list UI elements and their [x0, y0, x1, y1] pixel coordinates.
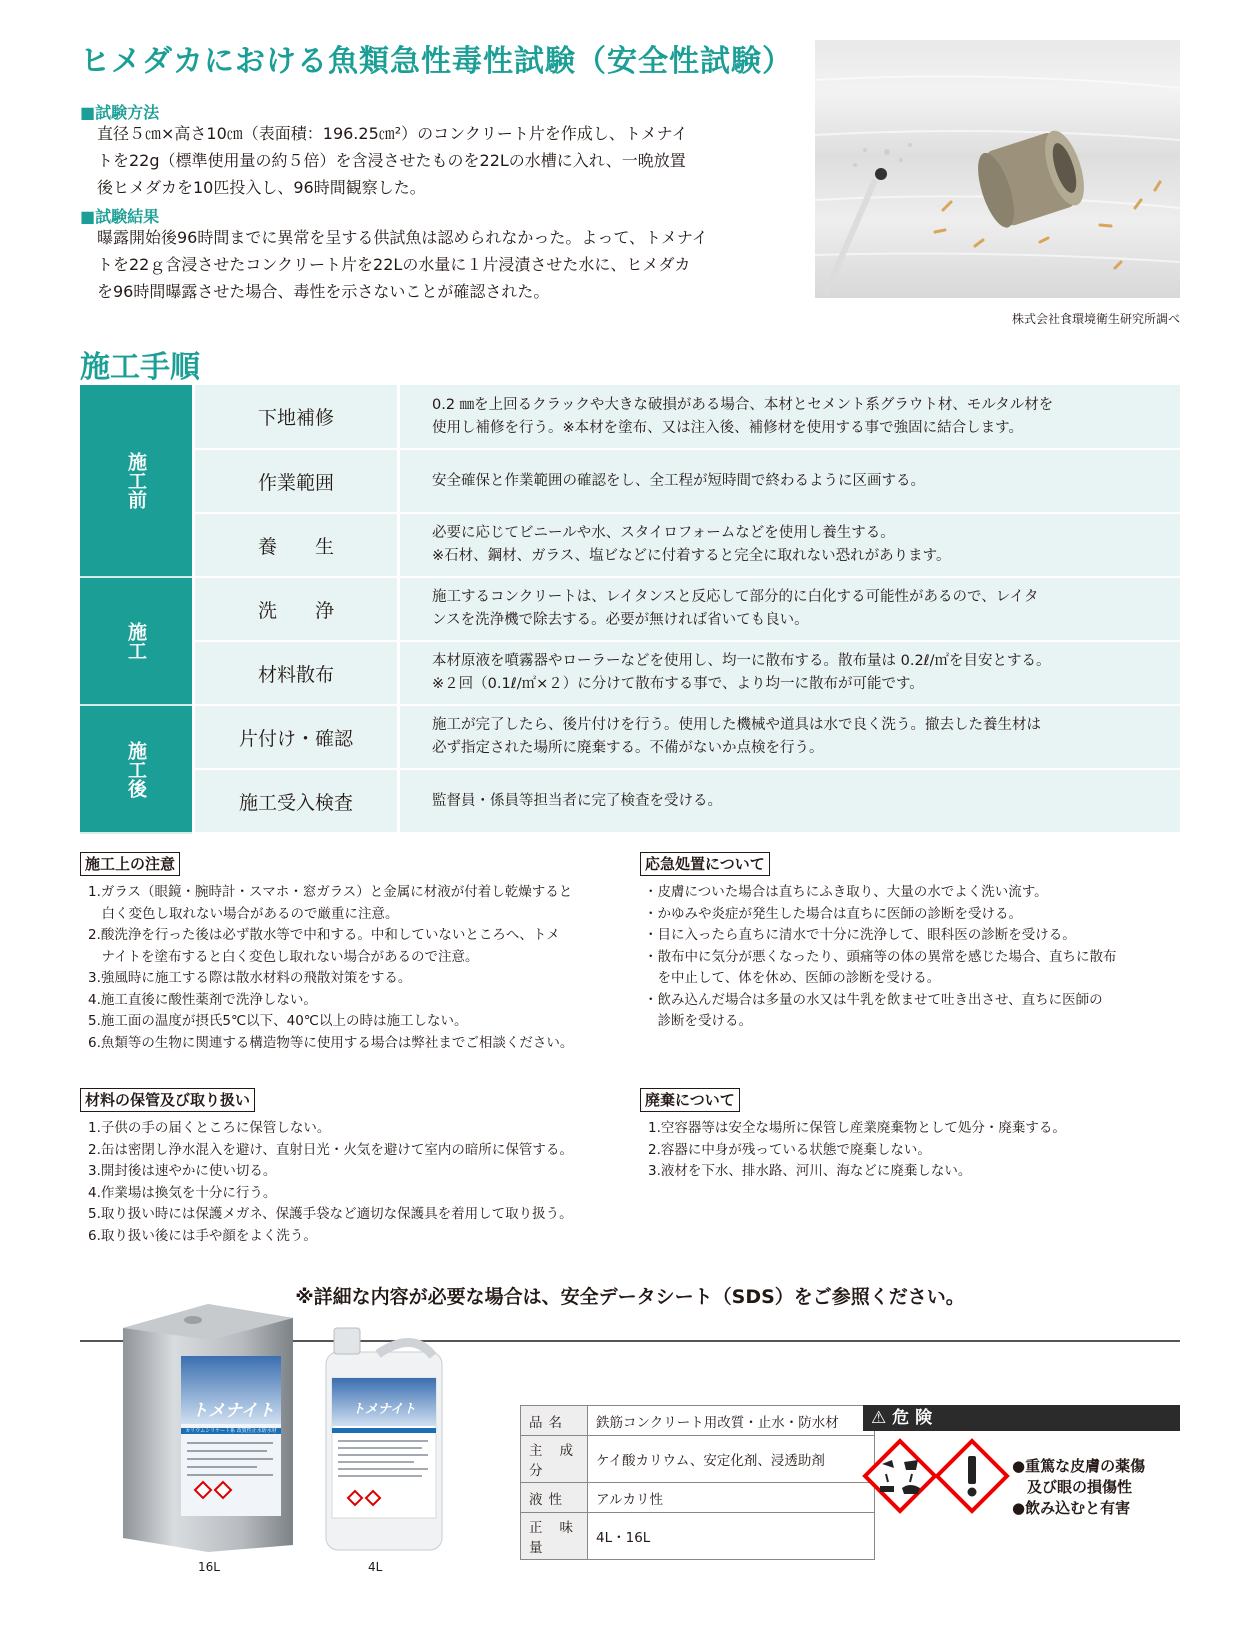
- first-aid-list: [644, 882, 1117, 1033]
- method-line: 直径５㎝×高さ10㎝（表面積：196.25㎝²）のコンクリート片を作成し、トメナイ: [97, 124, 688, 143]
- hazard-statements: [1012, 1456, 1145, 1519]
- spec-value: アルカリ性: [588, 1483, 875, 1513]
- step-desc: [399, 769, 1181, 833]
- product-can-16l: [113, 1300, 298, 1555]
- first-aid-line: ・飲み込んだ場合は多量の水又は牛乳を飲ませて吐き出させ、直ちに医師の: [644, 991, 1103, 1008]
- caution-section: [80, 852, 573, 1054]
- disposal-section: [640, 1088, 1066, 1183]
- spec-value: 鉄筋コンクリート用改質・止水・防水材: [588, 1406, 875, 1436]
- step-name: 下地補修: [194, 385, 399, 449]
- storage-line: 5.取り扱い時には保護メガネ、保護手袋など適切な保護具を着用して取り扱う。: [88, 1206, 573, 1222]
- method-text: [97, 120, 688, 201]
- caution-line: 2.酸洗浄を行った後は必ず散水等で中和する。中和していないところへ、トメ: [88, 927, 560, 943]
- desc-line: 本材原液を噴霧器やローラーなどを使用し、均一に散布する。散布量は 0.2ℓ/㎡を目安とする。: [432, 653, 1051, 669]
- first-aid-line: ・かゆみや炎症が発生した場合は直ちに医師の診断を受ける。: [644, 905, 1022, 922]
- caution-list: [88, 882, 573, 1054]
- procedure-row: [80, 449, 1180, 513]
- desc-line: 監督員・係員等担当者に完了検査を受ける。: [432, 792, 722, 809]
- step-name: 材料散布: [194, 641, 399, 705]
- caution-line: 白く変色し取れない場合があるので厳重に注意。: [88, 905, 399, 922]
- step-desc: [399, 513, 1181, 577]
- warning-triangle-icon: ⚠: [871, 1408, 887, 1428]
- desc-line: 安全確保と作業範囲の確認をし、全工程が短時間で終わるように区画する。: [432, 472, 925, 489]
- danger-signal-word: 危 険: [892, 1408, 933, 1428]
- caution-line: ナイトを塗布すると白く変色し取れない場合があるので注意。: [88, 948, 479, 965]
- caution-line: 5.施工面の温度が摂氏5℃以下、40℃以上の時は施工しない。: [88, 1013, 468, 1029]
- storage-title: 材料の保管及び取り扱い: [80, 1088, 255, 1112]
- ghs-pictograms: [862, 1438, 1010, 1516]
- desc-line: 必要に応じてビニールや水、スタイロフォームなどを使用し養生する。: [432, 525, 895, 541]
- desc-line: 必ず指定された場所に廃棄する。不備がないか点検を行う。: [432, 740, 824, 756]
- storage-line: 4.作業場は換気を十分に行う。: [88, 1184, 277, 1201]
- can-16l-brand: トメナイト: [191, 1401, 275, 1421]
- spec-key: 液性: [521, 1483, 588, 1513]
- first-aid-line: 診断を受ける。: [644, 1013, 752, 1029]
- result-line: トを22ｇ含浸させたコンクリート片を22Lの水量に１片浸漬させた水に、ヒメダカ: [97, 255, 691, 274]
- procedure-row: [80, 577, 1180, 641]
- result-line: を96時間曝露させた場合、毒性を示さないことが確認された。: [97, 282, 550, 301]
- desc-line: 使用し補修を行う。※本材を塗布、又は注入後、補修材を使用する事で強固に結合します。: [432, 419, 1023, 436]
- desc-line: 0.2 ㎜を上回るクラックや大きな破損がある場合、本材とセメント系グラウト材、モルタル材を: [432, 396, 1054, 413]
- disposal-list: [648, 1118, 1066, 1183]
- step-desc: [399, 385, 1181, 449]
- storage-line: 6.取り扱い後には手や顔をよく洗う。: [88, 1227, 317, 1244]
- product-jug-4l: [318, 1322, 448, 1554]
- step-desc: [399, 705, 1181, 769]
- storage-line: 1.子供の手の届くところに保管しない。: [88, 1120, 331, 1136]
- disposal-line: 1.空容器等は安全な場所に保管し産業廃棄物として処分・廃棄する。: [648, 1120, 1066, 1136]
- procedure-row: [80, 641, 1180, 705]
- danger-banner: [863, 1405, 1180, 1431]
- step-name: 洗 浄: [194, 577, 399, 641]
- photo-credit: 株式会社食環境衛生研究所調べ: [1011, 312, 1180, 326]
- procedure-row: [80, 385, 1180, 449]
- desc-line: ンスを洗浄機で除去する。必要が無ければ省いても良い。: [432, 612, 809, 628]
- spec-row: [521, 1436, 875, 1483]
- disposal-line: 2.容器に中身が残っている状態で廃棄しない。: [648, 1141, 931, 1158]
- caution-line: 6.魚類等の生物に関連する構造物等に使用する場合は弊社までご相談ください。: [88, 1034, 574, 1051]
- first-aid-section: [640, 852, 1117, 1033]
- desc-line: 施工するコンクリートは、レイタンスと反応して部分的に白化する可能性があるので、レイタ: [432, 589, 1039, 605]
- size-label-16l: 16L: [198, 1560, 220, 1574]
- first-aid-title: 応急処置について: [640, 852, 770, 876]
- spec-row: [521, 1406, 875, 1436]
- step-desc: [399, 449, 1181, 513]
- spec-key: 正味量: [521, 1513, 588, 1560]
- storage-section: [80, 1088, 573, 1247]
- step-desc: [399, 577, 1181, 641]
- caution-line: 1.ガラス（眼鏡・腕時計・スマホ・窓ガラス）と金属に材液が付着し乾燥すると: [88, 884, 573, 900]
- desc-line: 施工が完了したら、後片付けを行う。使用した機械や道具は水で良く洗う。撤去した養生材は: [432, 717, 1041, 733]
- disposal-line: 3.液材を下水、排水路、河川、海などに廃棄しない。: [648, 1163, 972, 1179]
- result-text: [97, 224, 708, 305]
- spec-key: 主成分: [521, 1436, 588, 1483]
- caution-line: 4.施工直後に酸性薬剤で洗浄しない。: [88, 991, 317, 1008]
- spec-row: [521, 1483, 875, 1513]
- result-heading: ■試験結果: [80, 207, 160, 226]
- method-line: トを22g（標準使用量の約５倍）を含浸させたものを22Lの水槽に入れ、一晩放置: [97, 151, 686, 170]
- sds-note: ※詳細な内容が必要な場合は、安全データシート（SDS）をご参照ください。: [295, 1286, 965, 1308]
- procedure-row: [80, 705, 1180, 769]
- phase-label: 施工前: [125, 452, 147, 509]
- phase-cell: [80, 385, 194, 577]
- can-16l-subtitle: カリウムシリケート系 改質性止水防水材: [185, 1428, 277, 1434]
- spec-value: 4L・16L: [588, 1513, 875, 1560]
- caution-title: 施工上の注意: [80, 852, 180, 876]
- hazard-line: ●重篤な皮膚の薬傷: [1012, 1457, 1146, 1475]
- first-aid-line: ・散布中に気分が悪くなったり、頭痛等の体の異常を感じた場合、直ちに散布: [644, 948, 1117, 965]
- spec-value: ケイ酸カリウム、安定化剤、浸透助剤: [588, 1436, 875, 1483]
- test-photo-illustration: [815, 40, 1180, 298]
- hazard-line: 及び眼の損傷性: [1012, 1478, 1133, 1496]
- phase-label: 施工後: [125, 740, 147, 798]
- exclamation-mark-icon: [937, 1441, 1007, 1511]
- caution-line: 3.強風時に施工する際は散水材料の飛散対策をする。: [88, 970, 412, 986]
- method-line: 後ヒメダカを10匹投入し、96時間観察した。: [97, 178, 426, 197]
- first-aid-line: を中止して、体を休め、医師の診断を受ける。: [644, 970, 941, 986]
- disposal-title: 廃棄について: [640, 1088, 740, 1112]
- procedure-title: 施工手順: [80, 350, 200, 385]
- procedure-row: [80, 769, 1180, 833]
- phase-label: 施工: [125, 622, 147, 660]
- desc-line: ※２回（0.1ℓ/㎡×２）に分けて散布する事で、より均一に散布が可能です。: [432, 676, 924, 692]
- step-name: 養 生: [194, 513, 399, 577]
- size-label-4l: 4L: [368, 1560, 383, 1574]
- step-desc: [399, 641, 1181, 705]
- phase-cell: [80, 705, 194, 833]
- spec-table: [520, 1405, 875, 1560]
- storage-line: 3.開封後は速やかに使い切る。: [88, 1163, 277, 1179]
- phase-cell: [80, 577, 194, 705]
- method-heading: ■試験方法: [80, 103, 160, 122]
- spec-row: [521, 1513, 875, 1560]
- test-title: ヒメダカにおける魚類急性毒性試験（安全性試験）: [80, 44, 793, 79]
- procedure-table: [80, 385, 1180, 834]
- first-aid-line: ・目に入ったら直ちに清水で十分に洗浄して、眼科医の診断を受ける。: [644, 927, 1076, 943]
- desc-line: ※石材、鋼材、ガラス、塩ビなどに付着すると完全に取れない恐れがあります。: [432, 548, 951, 564]
- step-name: 施工受入検査: [194, 769, 399, 833]
- test-photo: [815, 40, 1180, 298]
- procedure-row: [80, 513, 1180, 577]
- first-aid-line: ・皮膚についた場合は直ちにふき取り、大量の水でよく洗い流す。: [644, 884, 1048, 900]
- corrosion-icon: [865, 1441, 935, 1511]
- jug-4l-image: [318, 1322, 448, 1554]
- step-name: 片付け・確認: [194, 705, 399, 769]
- storage-line: 2.缶は密閉し浄水混入を避け、直射日光・火気を避けて室内の暗所に保管する。: [88, 1141, 573, 1158]
- hazard-line: ●飲み込むと有害: [1012, 1499, 1131, 1517]
- result-line: 曝露開始後96時間までに異常を呈する供試魚は認められなかった。よって、トメナイ: [97, 228, 708, 247]
- jug-4l-brand: トメナイト: [352, 1402, 416, 1417]
- storage-list: [88, 1118, 573, 1247]
- spec-key: 品名: [521, 1406, 588, 1436]
- step-name: 作業範囲: [194, 449, 399, 513]
